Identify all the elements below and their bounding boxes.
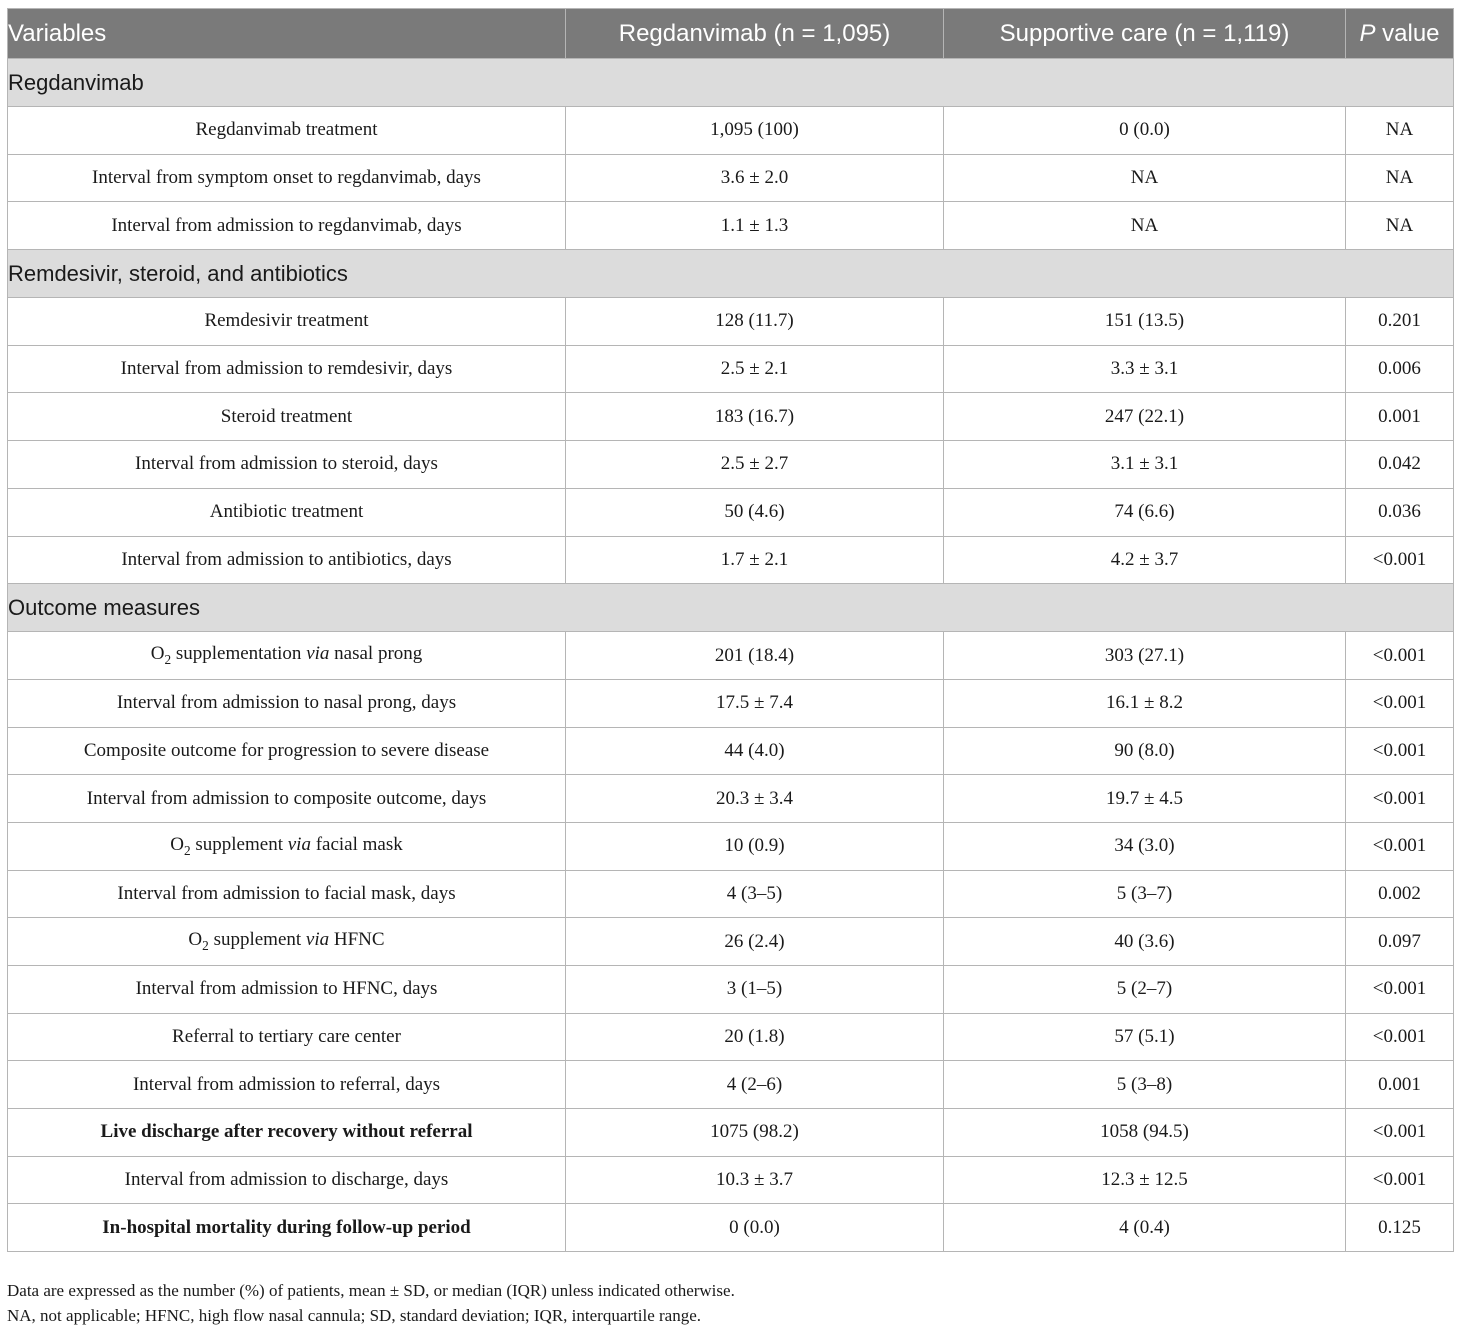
cell-regdanvimab: 4 (3–5) bbox=[566, 870, 944, 918]
cell-p-value: 0.125 bbox=[1346, 1204, 1454, 1252]
row-label bbox=[8, 822, 566, 870]
cell-regdanvimab: 20.3 ± 3.4 bbox=[566, 775, 944, 823]
cell-supportive-care: 5 (2–7) bbox=[944, 966, 1346, 1014]
label-part: supplement bbox=[190, 833, 288, 855]
cell-supportive-care: 5 (3–7) bbox=[944, 870, 1346, 918]
table-row bbox=[8, 870, 1454, 918]
row-label: Remdesivir treatment bbox=[8, 298, 566, 346]
cell-supportive-care: NA bbox=[944, 154, 1346, 202]
table-row bbox=[8, 536, 1454, 584]
row-label: Interval from admission to discharge, days bbox=[8, 1156, 566, 1204]
table-row bbox=[8, 345, 1454, 393]
header-variables: Variables bbox=[8, 9, 566, 59]
cell-regdanvimab: 26 (2.4) bbox=[566, 918, 944, 966]
table-row bbox=[8, 298, 1454, 346]
cell-supportive-care: 151 (13.5) bbox=[944, 298, 1346, 346]
label-part: supplementation bbox=[171, 643, 307, 665]
table-row bbox=[8, 1013, 1454, 1061]
cell-supportive-care: 4 (0.4) bbox=[944, 1204, 1346, 1252]
row-label: Live discharge after recovery without referral bbox=[8, 1109, 566, 1157]
table-row bbox=[8, 679, 1454, 727]
row-label: Composite outcome for progression to severe disease bbox=[8, 727, 566, 775]
cell-regdanvimab: 3 (1–5) bbox=[566, 966, 944, 1014]
cell-p-value: 0.006 bbox=[1346, 345, 1454, 393]
row-label: Referral to tertiary care center bbox=[8, 1013, 566, 1061]
subscript-two: 2 bbox=[164, 651, 172, 667]
cell-regdanvimab: 1075 (98.2) bbox=[566, 1109, 944, 1157]
table-body bbox=[8, 59, 1454, 1252]
label-part: O bbox=[170, 833, 184, 855]
row-label: Interval from admission to steroid, days bbox=[8, 441, 566, 489]
header-regdanvimab: Regdanvimab (n = 1,095) bbox=[566, 9, 944, 59]
label-italic-via: via bbox=[287, 833, 311, 855]
cell-regdanvimab: 128 (11.7) bbox=[566, 298, 944, 346]
row-label bbox=[8, 918, 566, 966]
cell-supportive-care: 303 (27.1) bbox=[944, 632, 1346, 680]
table-row bbox=[8, 1204, 1454, 1252]
footnote-1: Data are expressed as the number (%) of patients, mean ± SD, or median (IQR) unless indicated otherwise. bbox=[7, 1281, 735, 1300]
label-part: supplement bbox=[208, 929, 306, 951]
cell-supportive-care: 3.1 ± 3.1 bbox=[944, 441, 1346, 489]
section-row bbox=[8, 250, 1454, 298]
header-p-value bbox=[1346, 9, 1454, 59]
cell-p-value: <0.001 bbox=[1346, 1156, 1454, 1204]
header-p-suffix: value bbox=[1382, 19, 1440, 47]
cell-supportive-care: 90 (8.0) bbox=[944, 727, 1346, 775]
cell-regdanvimab: 1.7 ± 2.1 bbox=[566, 536, 944, 584]
cell-supportive-care: 3.3 ± 3.1 bbox=[944, 345, 1346, 393]
cell-p-value: 0.002 bbox=[1346, 870, 1454, 918]
cell-supportive-care: 0 (0.0) bbox=[944, 107, 1346, 155]
row-label: Interval from admission to HFNC, days bbox=[8, 966, 566, 1014]
table-row bbox=[8, 966, 1454, 1014]
cell-p-value: NA bbox=[1346, 202, 1454, 250]
footnote-2: NA, not applicable; HFNC, high flow nasal cannula; SD, standard deviation; IQR, interquartile range. bbox=[7, 1306, 702, 1325]
cell-supportive-care: 16.1 ± 8.2 bbox=[944, 679, 1346, 727]
row-label: Interval from admission to nasal prong, days bbox=[8, 679, 566, 727]
cell-p-value: NA bbox=[1346, 107, 1454, 155]
header-row bbox=[8, 9, 1454, 59]
table-row bbox=[8, 1156, 1454, 1204]
section-title: Regdanvimab bbox=[8, 59, 1454, 107]
table-row bbox=[8, 393, 1454, 441]
cell-p-value: <0.001 bbox=[1346, 966, 1454, 1014]
row-label: Interval from admission to referral, days bbox=[8, 1061, 566, 1109]
section-row bbox=[8, 59, 1454, 107]
cell-supportive-care: 12.3 ± 12.5 bbox=[944, 1156, 1346, 1204]
cell-regdanvimab: 1.1 ± 1.3 bbox=[566, 202, 944, 250]
cell-supportive-care: 4.2 ± 3.7 bbox=[944, 536, 1346, 584]
cell-regdanvimab: 10 (0.9) bbox=[566, 822, 944, 870]
cell-regdanvimab: 2.5 ± 2.1 bbox=[566, 345, 944, 393]
table-row bbox=[8, 727, 1454, 775]
row-label bbox=[8, 632, 566, 680]
table-row bbox=[8, 154, 1454, 202]
row-label: Regdanvimab treatment bbox=[8, 107, 566, 155]
results-table bbox=[7, 8, 1454, 1252]
cell-regdanvimab: 4 (2–6) bbox=[566, 1061, 944, 1109]
cell-p-value: <0.001 bbox=[1346, 775, 1454, 823]
table-row bbox=[8, 441, 1454, 489]
cell-regdanvimab: 20 (1.8) bbox=[566, 1013, 944, 1061]
cell-supportive-care: 1058 (94.5) bbox=[944, 1109, 1346, 1157]
label-part: facial mask bbox=[310, 833, 403, 855]
label-italic-via: via bbox=[306, 643, 330, 665]
cell-regdanvimab: 17.5 ± 7.4 bbox=[566, 679, 944, 727]
cell-supportive-care: 5 (3–8) bbox=[944, 1061, 1346, 1109]
cell-supportive-care: 247 (22.1) bbox=[944, 393, 1346, 441]
label-part: HFNC bbox=[329, 929, 385, 951]
table-row bbox=[8, 775, 1454, 823]
label-part: O bbox=[188, 929, 203, 951]
header-p-italic: P bbox=[1359, 19, 1376, 47]
cell-p-value: 0.201 bbox=[1346, 298, 1454, 346]
cell-regdanvimab: 201 (18.4) bbox=[566, 632, 944, 680]
row-label: Interval from admission to composite outcome, days bbox=[8, 775, 566, 823]
section-row bbox=[8, 584, 1454, 632]
cell-regdanvimab: 2.5 ± 2.7 bbox=[566, 441, 944, 489]
row-label: Interval from admission to facial mask, days bbox=[8, 870, 566, 918]
row-label: Interval from admission to regdanvimab, days bbox=[8, 202, 566, 250]
row-label: Antibiotic treatment bbox=[8, 488, 566, 536]
label-part: nasal prong bbox=[329, 643, 423, 665]
row-label: Steroid treatment bbox=[8, 393, 566, 441]
cell-supportive-care: 19.7 ± 4.5 bbox=[944, 775, 1346, 823]
cell-p-value: <0.001 bbox=[1346, 1013, 1454, 1061]
cell-p-value: <0.001 bbox=[1346, 679, 1454, 727]
cell-p-value: <0.001 bbox=[1346, 727, 1454, 775]
cell-regdanvimab: 10.3 ± 3.7 bbox=[566, 1156, 944, 1204]
subscript-two: 2 bbox=[183, 842, 191, 858]
cell-p-value: 0.036 bbox=[1346, 488, 1454, 536]
table-row bbox=[8, 107, 1454, 155]
label-italic-via: via bbox=[305, 929, 330, 951]
table-row bbox=[8, 1109, 1454, 1157]
cell-regdanvimab: 44 (4.0) bbox=[566, 727, 944, 775]
row-label: Interval from admission to antibiotics, days bbox=[8, 536, 566, 584]
cell-regdanvimab: 0 (0.0) bbox=[566, 1204, 944, 1252]
cell-regdanvimab: 3.6 ± 2.0 bbox=[566, 154, 944, 202]
subscript-two: 2 bbox=[202, 938, 209, 954]
cell-regdanvimab: 1,095 (100) bbox=[566, 107, 944, 155]
label-part: O bbox=[150, 643, 165, 665]
section-title: Remdesivir, steroid, and antibiotics bbox=[8, 250, 1454, 298]
cell-p-value: 0.042 bbox=[1346, 441, 1454, 489]
cell-p-value: <0.001 bbox=[1346, 1109, 1454, 1157]
cell-p-value: 0.001 bbox=[1346, 1061, 1454, 1109]
cell-supportive-care: 57 (5.1) bbox=[944, 1013, 1346, 1061]
row-label: Interval from admission to remdesivir, days bbox=[8, 345, 566, 393]
cell-p-value: <0.001 bbox=[1346, 632, 1454, 680]
cell-regdanvimab: 50 (4.6) bbox=[566, 488, 944, 536]
table-row bbox=[8, 632, 1454, 680]
cell-regdanvimab: 183 (16.7) bbox=[566, 393, 944, 441]
cell-supportive-care: 40 (3.6) bbox=[944, 918, 1346, 966]
cell-p-value: 0.001 bbox=[1346, 393, 1454, 441]
cell-p-value: <0.001 bbox=[1346, 822, 1454, 870]
cell-supportive-care: NA bbox=[944, 202, 1346, 250]
table-row bbox=[8, 488, 1454, 536]
header-supportive-care: Supportive care (n = 1,119) bbox=[944, 9, 1346, 59]
cell-p-value: NA bbox=[1346, 154, 1454, 202]
row-label: In-hospital mortality during follow-up period bbox=[8, 1204, 566, 1252]
table-row bbox=[8, 1061, 1454, 1109]
cell-p-value: <0.001 bbox=[1346, 536, 1454, 584]
row-label: Interval from symptom onset to regdanvimab, days bbox=[8, 154, 566, 202]
cell-supportive-care: 34 (3.0) bbox=[944, 822, 1346, 870]
cell-p-value: 0.097 bbox=[1346, 918, 1454, 966]
section-title: Outcome measures bbox=[8, 584, 1454, 632]
table-row bbox=[8, 202, 1454, 250]
table-row bbox=[8, 822, 1454, 870]
table-row bbox=[8, 918, 1454, 966]
cell-supportive-care: 74 (6.6) bbox=[944, 488, 1346, 536]
